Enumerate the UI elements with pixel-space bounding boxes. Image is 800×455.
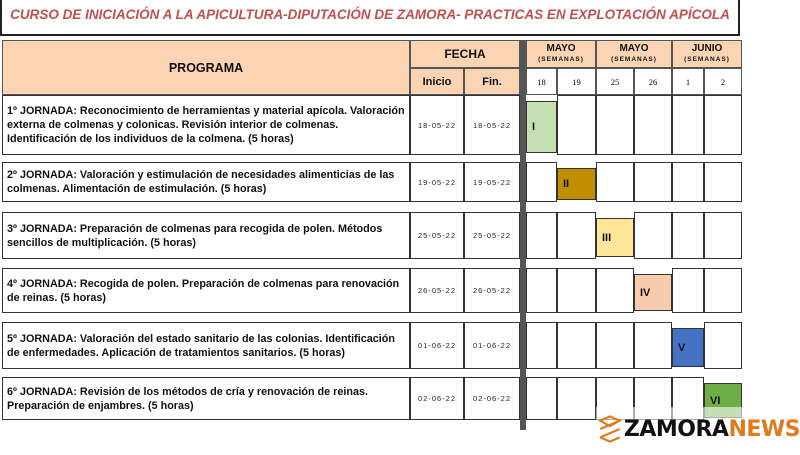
- week-cell: [557, 212, 596, 259]
- week-cell: [557, 95, 596, 155]
- zamora-news-logo: [596, 407, 800, 451]
- programa-header: PROGRAMA: [2, 40, 410, 95]
- start-date: 02-06-22: [410, 377, 464, 420]
- week-header: 2: [704, 68, 742, 95]
- inicio-header: Inicio: [410, 68, 464, 95]
- start-date: 26-05-22: [410, 268, 464, 313]
- session-marker: IV: [634, 274, 672, 311]
- session-description: 6º JORNADA: Revisión de los métodos de cría y renovación de reinas. Preparación de enjambres. (5 horas): [2, 377, 410, 420]
- end-date: 01-06-22: [464, 322, 520, 369]
- week-cell: [704, 268, 742, 313]
- week-cell: [704, 322, 742, 369]
- week-cell: [704, 162, 742, 202]
- week-cell: [596, 322, 634, 369]
- week-header: 25: [596, 68, 634, 95]
- week-cell: [526, 268, 557, 313]
- fin-header: Fin.: [464, 68, 520, 95]
- week-cell: [672, 212, 704, 259]
- week-cell: [557, 322, 596, 369]
- week-cell: [634, 95, 672, 155]
- zamora-news-logo-icon: [596, 409, 624, 449]
- end-date: 18-05-22: [464, 95, 520, 155]
- start-date: 25-05-22: [410, 212, 464, 259]
- end-date: 26-05-22: [464, 268, 520, 313]
- logo-text-zamora: ZAMORA: [623, 416, 729, 442]
- month-name: MAYO: [546, 43, 576, 54]
- start-date: 01-06-22: [410, 322, 464, 369]
- week-header: 26: [634, 68, 672, 95]
- course-title: CURSO DE INICIACIÓN A LA APICULTURA-DIPUTACIÓN DE ZAMORA- PRACTICAS EN EXPLOTACIÓN APÍCOLA: [0, 0, 740, 36]
- session-description: 4º JORNADA: Recogida de polen. Preparación de colmenas para renovación de reinas. (5 horas): [2, 268, 410, 313]
- week-cell: [557, 268, 596, 313]
- start-date: 19-05-22: [410, 162, 464, 202]
- week-cell: [634, 322, 672, 369]
- end-date: 02-06-22: [464, 377, 520, 420]
- week-header: 1: [672, 68, 704, 95]
- week-cell: [526, 212, 557, 259]
- week-cell: [596, 268, 634, 313]
- session-marker: III: [596, 218, 634, 257]
- end-date: 25-05-22: [464, 212, 520, 259]
- week-cell: [596, 162, 634, 202]
- session-marker: I: [526, 101, 557, 153]
- week-cell: [704, 95, 742, 155]
- month-header: [672, 40, 742, 68]
- month-header: [526, 40, 596, 68]
- month-sub: (SEMANAS): [684, 56, 730, 63]
- month-sub: (SEMANAS): [538, 56, 584, 63]
- week-cell: [672, 95, 704, 155]
- week-header: 18: [526, 68, 557, 95]
- week-cell: [526, 162, 557, 202]
- week-cell: [557, 377, 596, 420]
- session-description: 5º JORNADA: Valoración del estado sanitario de las colonias. Identificación de enfermedades. Aplicación de tratamientos sanitarios. (5 horas): [2, 322, 410, 369]
- month-header: [596, 40, 672, 68]
- week-cell: [704, 212, 742, 259]
- session-description: 1º JORNADA: Reconocimiento de herramientas y material apícola. Valoración externa de colmenas y colonicas. Revisión interior de colmenas. Identificación de los individuos de la colmena. (5 horas): [2, 95, 410, 155]
- end-date: 19-05-22: [464, 162, 520, 202]
- session-description: 2º JORNADA: Valoración y estimulación de necesidades alimenticias de las colmenas. Alimentación de estimulación. (5 horas): [2, 162, 410, 202]
- week-cell: [526, 322, 557, 369]
- week-cell: [672, 268, 704, 313]
- session-marker: VI: [704, 383, 742, 418]
- session-marker: II: [557, 168, 596, 200]
- month-name: JUNIO: [691, 43, 723, 54]
- month-sub: (SEMANAS): [611, 56, 657, 63]
- month-name: MAYO: [619, 43, 649, 54]
- session-marker: V: [672, 328, 704, 367]
- week-cell: [634, 162, 672, 202]
- fecha-header: FECHA: [410, 40, 520, 68]
- week-cell: [672, 162, 704, 202]
- week-cell: [634, 212, 672, 259]
- week-cell: [596, 95, 634, 155]
- start-date: 18-05-22: [410, 95, 464, 155]
- logo-text-news: NEWS: [728, 416, 800, 442]
- week-cell: [526, 377, 557, 420]
- week-header: 19: [557, 68, 596, 95]
- session-description: 3º JORNADA: Preparación de colmenas para recogida de polen. Métodos sencillos de multiplicación. (5 horas): [2, 212, 410, 259]
